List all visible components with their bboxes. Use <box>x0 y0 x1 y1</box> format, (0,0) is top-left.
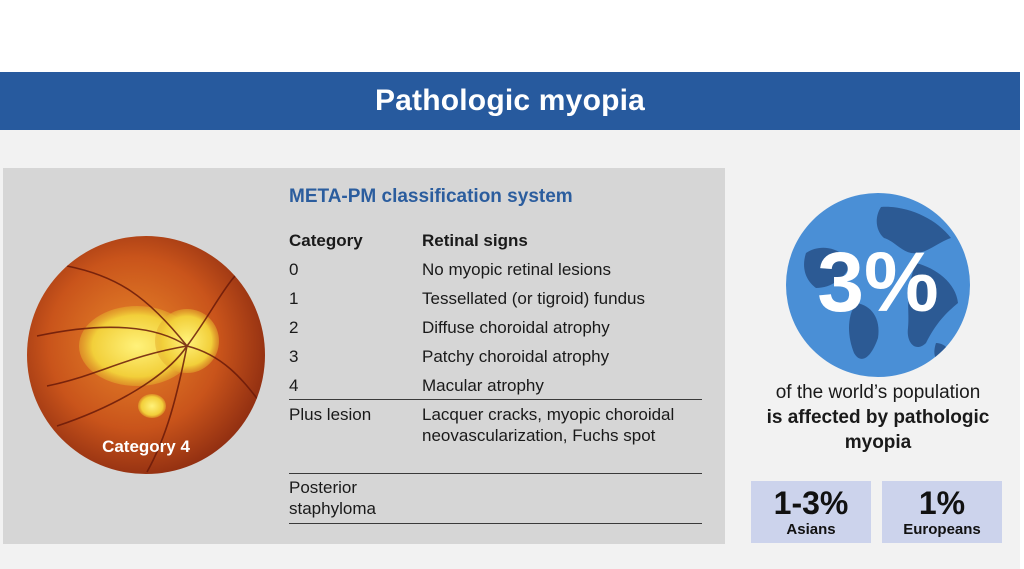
region-value: 1-3% <box>773 485 849 521</box>
row-signs: Patchy choroidal atrophy <box>422 347 610 366</box>
population-line-2: is affected by pathologic myopia <box>766 407 990 453</box>
population-line-1: of the world’s population <box>775 382 981 403</box>
row-signs: No myopic retinal lesions <box>422 260 611 279</box>
row-category: 1 <box>289 289 299 308</box>
table-divider <box>289 523 702 524</box>
row-category: 4 <box>289 376 299 395</box>
region-stat-europeans <box>882 481 1002 543</box>
population-text <box>748 380 1008 455</box>
page-title: Pathologic myopia <box>0 72 1020 130</box>
header-retinal-signs: Retinal signs <box>422 231 528 250</box>
global-percent: 3% <box>817 235 939 329</box>
row-category: Posterior staphyloma <box>289 478 376 518</box>
classification-title: META-PM classification system <box>289 186 573 207</box>
row-signs: Lacquer cracks, myopic choroidal neovascularization, Fuchs spot <box>422 405 675 445</box>
row-category: 0 <box>289 260 299 279</box>
table-divider <box>289 399 702 400</box>
header-category: Category <box>289 231 363 250</box>
region-value: 1% <box>918 485 966 521</box>
row-signs: Tessellated (or tigroid) fundus <box>422 289 646 308</box>
row-category: 2 <box>289 318 299 337</box>
table-divider <box>289 473 702 474</box>
region-label: Asians <box>786 521 836 538</box>
row-signs: Macular atrophy <box>422 376 544 395</box>
row-category: Plus lesion <box>289 405 372 424</box>
fundus-label: Category 4 <box>102 437 190 456</box>
region-stat-asians <box>751 481 871 543</box>
row-signs: Diffuse choroidal atrophy <box>422 318 610 337</box>
region-label: Europeans <box>903 521 981 538</box>
row-category: 3 <box>289 347 299 366</box>
